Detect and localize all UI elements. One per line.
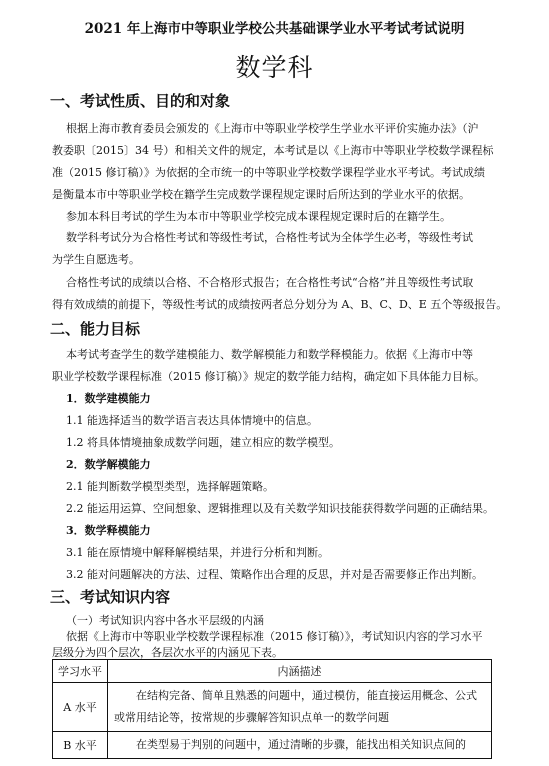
table-row — [53, 683, 492, 732]
sec1-p1-line3: 准（2015 修订稿）》为依据的全市统一的中等职业学校数学课程学业水平考试。考试成绩 — [52, 166, 485, 179]
section3-heading: 三、考试知识内容 — [50, 588, 171, 606]
table-header-desc: 内涵描述 — [108, 660, 492, 683]
sec2-intro-line1: 本考试考查学生的数学建模能力、数学解模能力和数学释模能力。依据《上海市中等 — [66, 348, 473, 361]
subject-title: 数学科 — [235, 53, 314, 82]
table-cell-level: B 水平 — [53, 732, 108, 759]
table-header-level: 学习水平 — [53, 660, 108, 683]
level-table — [52, 659, 492, 759]
ability-item-1-2: 1.2 将具体情境抽象成数学问题，建立相应的数学模型。 — [66, 436, 340, 449]
sec1-p3-line2: 为学生自愿选考。 — [52, 253, 140, 266]
sec1-p1-line4: 是衡量本市中等职业学校在籍学生完成数学课程规定课时后所达到的学业水平的依据。 — [52, 188, 470, 201]
ability-group2-title: 2．数学解模能力 — [66, 458, 151, 471]
sec1-p1-line2: 教委职〔2015〕34 号）和相关文件的规定，本考试是以《上海市中等职业学校数学课程标 — [52, 144, 494, 157]
sec2-intro-line2: 职业学校数学课程标准（2015 修订稿）》规定的数学能力结构，确定如下具体能力目标。 — [52, 370, 485, 383]
sec1-p3-line1: 数学科考试分为合格性考试和等级性考试，合格性考试为全体学生必考，等级性考试 — [66, 231, 473, 244]
ability-item-1-1: 1.1 能选择适当的数学语言表达具体情境中的信息。 — [66, 414, 318, 427]
table-cell-desc: 在类型易于判别的问题中，通过清晰的步骤，能找出相关知识点间的 — [108, 732, 492, 759]
ability-group1-title: 1．数学建模能力 — [66, 392, 151, 405]
sec3-intro-line2: 层级分为四个层次，各层次水平的内涵见下表。 — [52, 646, 283, 659]
document-title: 2021 年上海市中等职业学校公共基础课学业水平考试考试说明 — [84, 21, 465, 37]
ability-item-2-2: 2.2 能运用运算、空间想象、逻辑推理以及有关数学知识技能获得数学问题的正确结果。 — [66, 502, 494, 515]
table-header-row — [53, 660, 492, 683]
sec1-p4-line2: 得有效成绩的前提下，等级性考试的成绩按两者总分划分为 A、B、C、D、E 五个等级报告。 — [52, 298, 508, 311]
table-row — [53, 732, 492, 759]
table-cell-level: A 水平 — [53, 683, 108, 732]
section1-heading: 一、考试性质、目的和对象 — [50, 92, 231, 110]
section2-heading: 二、能力目标 — [50, 320, 141, 338]
sec1-p4-line1: 合格性考试的成绩以合格、不合格形式报告；在合格性考试“合格”并且等级性考试取 — [66, 276, 474, 289]
sec1-p2: 参加本科目考试的学生为本市中等职业学校完成本课程规定课时后的在籍学生。 — [66, 210, 451, 223]
ability-item-3-1: 3.1 能在原情境中解释解模结果，并进行分析和判断。 — [66, 546, 329, 559]
sec3-subheading: （一）考试知识内容中各水平层级的内涵 — [66, 614, 264, 627]
table-cell-desc: 在结构完备、简单且熟悉的问题中，通过模仿，能直接运用概念、公式或常用结论等，按常规的步骤解答知识点单一的数学问题 — [108, 683, 492, 732]
sec1-p1-line1: 根据上海市教育委员会颁发的《上海市中等职业学校学生学业水平评价实施办法》（沪 — [66, 122, 479, 135]
ability-group3-title: 3．数学释模能力 — [66, 524, 151, 537]
ability-item-2-1: 2.1 能判断数学模型类型，选择解题策略。 — [66, 480, 274, 493]
ability-item-3-2: 3.2 能对问题解决的方法、过程、策略作出合理的反思，并对是否需要修正作出判断。 — [66, 568, 483, 581]
sec3-intro-line1: 依据《上海市中等职业学校数学课程标准（2015 修订稿）》，考试知识内容的学习水平 — [66, 630, 483, 643]
